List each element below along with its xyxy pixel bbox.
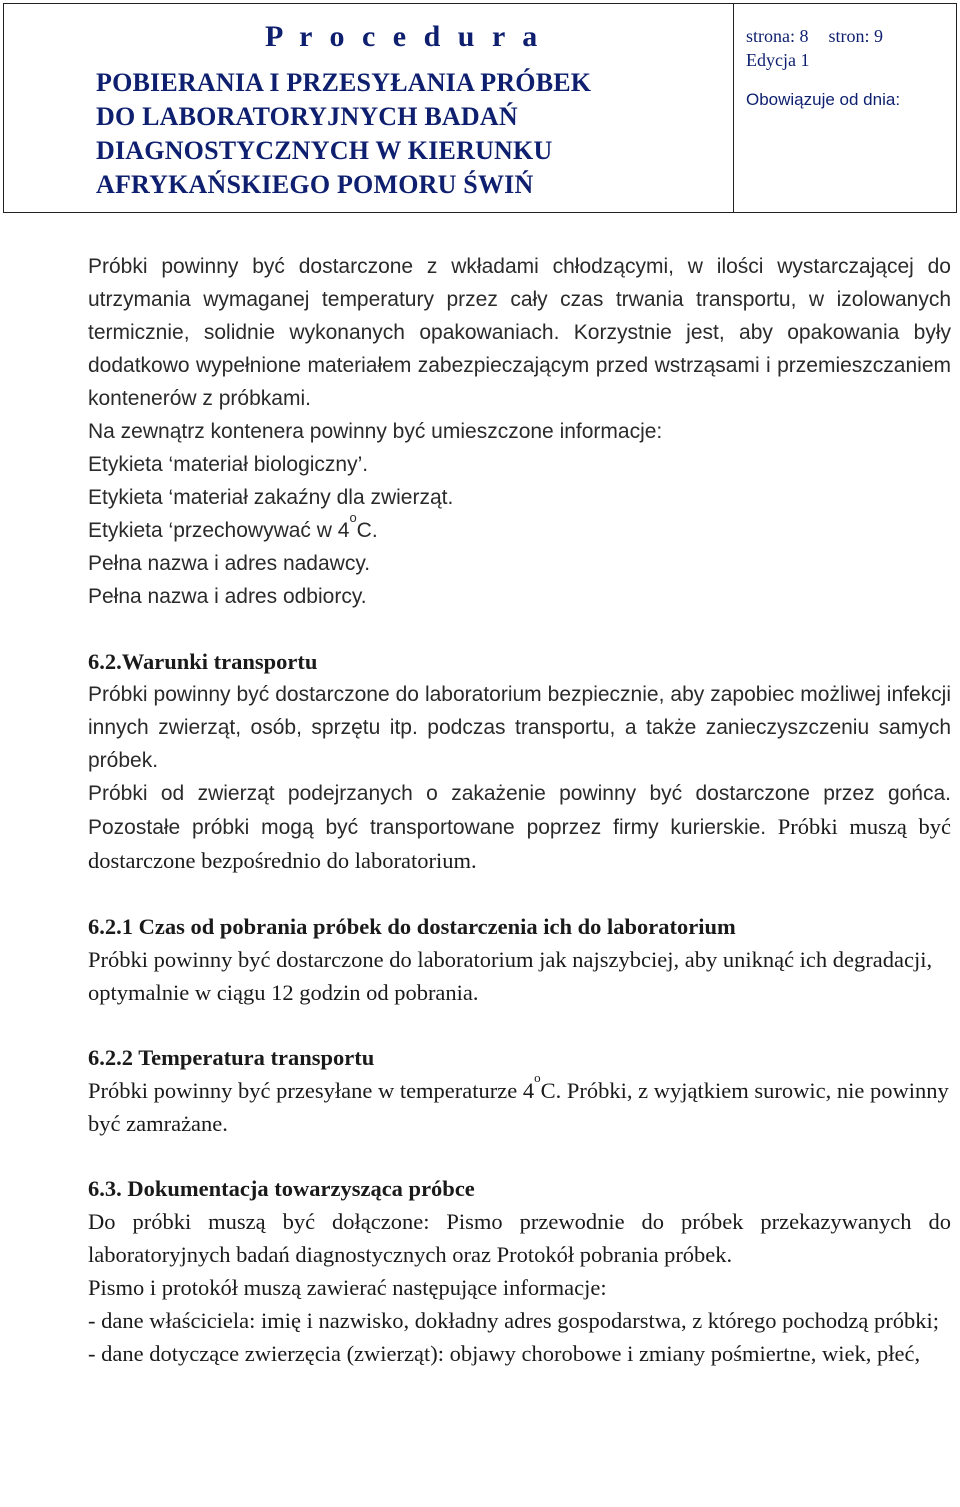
degree-sup: o [534,1070,541,1085]
document-body [88,250,951,1370]
paragraph-packaging: Próbki powinny być dostarczone z wkładami chłodzącymi, w ilości wystarczającej do utrzymania wymaganej temperatury przez cały czas trwania transportu, w izolowanych termicznie, solidnie wykonanych opakowaniach. Korzystnie jest, aby opakowania były dodatkowo wypełnione materiałem zabezpieczającym przed wstrząsami i przemieszczaniem kontenerów z próbkami. [88,255,951,410]
subtitle-line: POBIERANIA I PRZESYŁANIA PRÓBEK [96,68,592,97]
procedure-title: P r o c e d u r a [265,20,543,53]
section-heading-6-2-2: 6.2.2 Temperatura transportu [88,1045,375,1070]
list-item: - dane dotyczące zwierzęcia (zwierząt): objawy chorobowe i zmiany pośmiertne, wiek, płeć, [88,1341,921,1366]
subtitle-line: DIAGNOSTYCZNYCH W KIERUNKU [96,136,553,165]
page-total: stron: 9 [828,26,884,46]
paragraph-documents: Do próbki muszą być dołączone: Pismo przewodnie do próbek przekazywanych do laboratoryjnych badań diagnostycznych oraz Protokół pobrania próbek. [88,1209,951,1267]
edition-label: Edycja 1 [746,50,810,70]
label-item: Etykieta ‘materiał biologiczny’. [88,453,369,476]
paragraph-temperature [88,1070,951,1140]
paragraph-courier [88,777,951,878]
page-number: strona: 8 [746,26,809,46]
paragraph-transport-safety: Próbki powinny być dostarczone do laboratorium bezpiecznie, aby zapobiec możliwej infekcji innych zwierząt, osób, sprzętu itp. podczas transportu, a także zanieczyszczeniu samych próbek. [88,683,951,772]
paragraph-delivery-time: Próbki powinny być dostarczone do laboratorium jak najszybciej, aby uniknąć ich degradacji, optymalnie w ciągu 12 godzin od pobrania. [88,947,933,1005]
courier-text: Próbki od zwierząt podejrzanych o zakażenie powinny być dostarczone przez gońca. Pozostałe próbki mogą być transportowane poprzez firmy kurierskie. [88,782,951,839]
section-heading-6-3: 6.3. Dokumentacja towarzysząca próbce [88,1176,475,1201]
header-meta-cell [734,4,956,212]
label-item [88,510,951,547]
document-header [3,3,957,213]
procedure-subtitle [96,66,733,202]
list-item: - dane właściciela: imię i nazwisko, dokładny adres gospodarstwa, z którego pochodzą próbki; [88,1308,939,1333]
label-item-text-end: C. [356,519,378,542]
subtitle-line: DO LABORATORYJNYCH BADAŃ [96,102,518,131]
temperature-text-end: C. Próbki, z wyjątkiem surowic, nie powinny być zamrażane. [88,1078,949,1136]
label-item: Etykieta ‘materiał zakaźny dla zwierząt. [88,486,454,509]
label-intro: Na zewnątrz kontenera powinny być umieszczone informacje: [88,420,663,443]
paragraph-required-info: Pismo i protokół muszą zawierać następujące informacje: [88,1275,607,1300]
subtitle-line: AFRYKAŃSKIEGO POMORU ŚWIŃ [96,170,534,199]
page-counter [746,24,956,48]
label-item-text: Etykieta ‘przechowywać w 4 [88,519,350,542]
degree-sup: o [349,510,357,525]
temperature-text: Próbki powinny być przesyłane w temperaturze 4 [88,1078,535,1103]
section-heading-6-2: 6.2.Warunki transportu [88,649,318,674]
valid-from-label: Obowiązuje od dnia: [746,90,901,109]
header-title-cell [4,4,734,212]
direct-delivery-text: Próbki muszą być dostarczone bezpośrednio do laboratorium. [88,814,951,873]
label-item: Pełna nazwa i adres odbiorcy. [88,585,367,608]
section-heading-6-2-1: 6.2.1 Czas od pobrania próbek do dostarczenia ich do laboratorium [88,914,736,939]
label-item: Pełna nazwa i adres nadawcy. [88,552,371,575]
